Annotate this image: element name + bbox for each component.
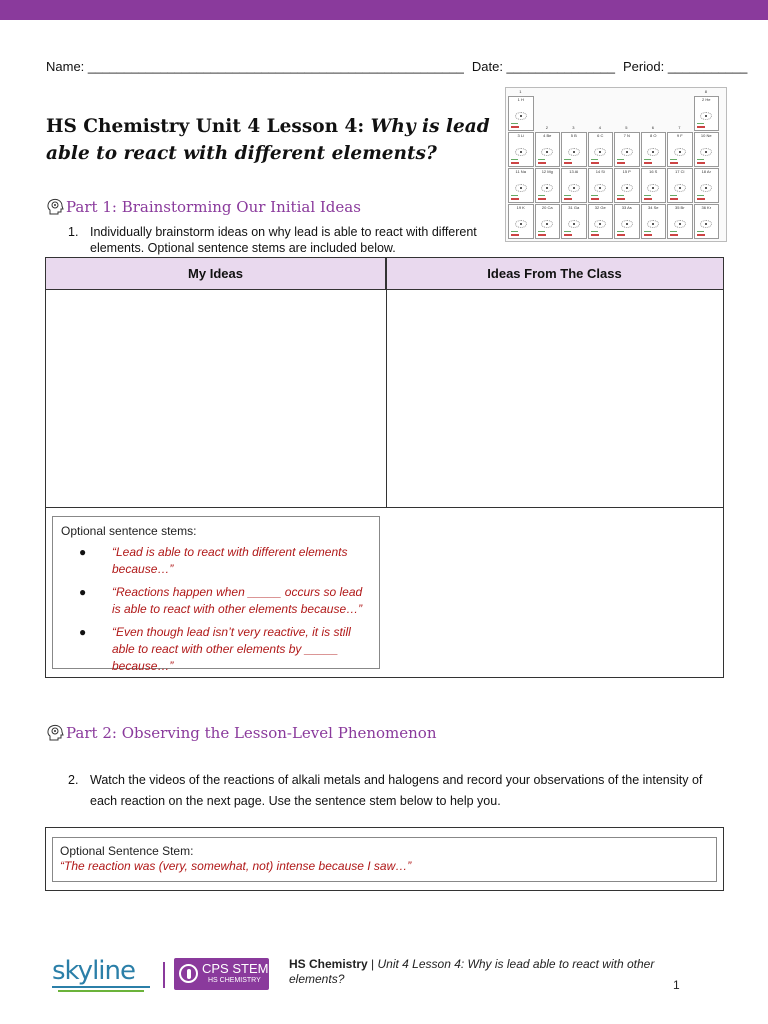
skyline-wordmark: skyline (52, 956, 135, 986)
mass-mark (697, 195, 704, 196)
mass-mark (564, 231, 571, 232)
element-cell (614, 204, 640, 239)
mass-mark (697, 159, 704, 160)
charge-mark (617, 162, 625, 164)
group-label: 8 (704, 89, 707, 94)
element-symbol: 35 Br (674, 205, 685, 210)
charge-mark (564, 198, 572, 200)
charge-mark (591, 162, 599, 164)
charge-mark (511, 162, 519, 164)
element-cell (588, 204, 614, 239)
period-field[interactable]: Period: ___________ (623, 59, 748, 74)
mass-mark (697, 123, 704, 124)
element-cell (508, 204, 534, 239)
mass-mark (617, 159, 624, 160)
footer-lesson-text (289, 957, 669, 987)
charge-mark (538, 198, 546, 200)
element-symbol: 9 F (676, 133, 683, 138)
charge-mark (644, 234, 652, 236)
atom-diagram (674, 184, 686, 192)
element-cell (561, 132, 587, 167)
element-cell (641, 132, 667, 167)
element-cell (561, 204, 587, 239)
element-cell (508, 168, 534, 203)
mass-mark (644, 195, 651, 196)
charge-mark (670, 234, 678, 236)
group-label: 4 (598, 125, 601, 130)
part1-instruction (68, 224, 498, 256)
mass-mark (538, 231, 545, 232)
charge-mark (511, 234, 519, 236)
bullet-icon: ● (79, 625, 87, 639)
part1-heading (44, 196, 361, 218)
element-cell (641, 204, 667, 239)
stem-text: “Lead is able to react with different elements because…” (112, 545, 348, 576)
atom-diagram (621, 148, 633, 156)
item-text: Individually brainstorm ideas on why lead is able to react with different elements. Optional sentence stems are included below. (90, 225, 477, 255)
column-divider (386, 258, 387, 508)
group-label: 5 (625, 125, 628, 130)
date-field[interactable]: Date: _______________ (471, 59, 616, 74)
stem-text: “Even though lead isn’t very reactive, it is still able to react with other elements by _____ because…” (112, 625, 351, 673)
atom-diagram (700, 184, 712, 192)
atom-diagram (515, 112, 527, 120)
footer-lesson: Unit 4 Lesson 4: Why is lead able to react with other elements? (289, 957, 655, 986)
element-cell (694, 96, 720, 131)
atom-diagram (674, 148, 686, 156)
element-cell (508, 96, 534, 131)
group-label: 3 (572, 125, 575, 130)
page-number: 1 (673, 978, 680, 992)
element-cell (588, 132, 614, 167)
mass-mark (511, 159, 518, 160)
atom-diagram (621, 184, 633, 192)
cps-stem-logo (174, 958, 269, 990)
atom-diagram (594, 148, 606, 156)
element-symbol: 19 K (516, 205, 525, 210)
element-symbol: 32 Ge (594, 205, 606, 210)
charge-mark (511, 126, 519, 128)
logo-underline (52, 986, 150, 988)
atom-diagram (700, 112, 712, 120)
part2-instruction (68, 770, 708, 812)
atom-diagram (515, 220, 527, 228)
element-symbol: 34 Se (648, 205, 659, 210)
atom-diagram (515, 184, 527, 192)
part2-heading-text: Part 2: Observing the Lesson-Level Phenomenon (66, 724, 437, 742)
row-divider (46, 507, 723, 508)
item-text: Watch the videos of the reactions of alkali metals and halogens and record your observations of the intensity of each reaction on the next page. Use the sentence stem below to help you. (90, 773, 703, 808)
mass-mark (670, 231, 677, 232)
charge-mark (670, 198, 678, 200)
item-number: 1. (68, 225, 79, 239)
list-item (61, 584, 371, 618)
title-prefix: HS Chemistry Unit 4 Lesson 4: (46, 116, 371, 137)
atom-diagram (568, 184, 580, 192)
mass-mark (617, 195, 624, 196)
skyline-logo (52, 956, 135, 986)
element-cell (561, 168, 587, 203)
stems-title: Optional sentence stems: (61, 524, 197, 538)
element-cell (535, 168, 561, 203)
element-symbol: 2 He (702, 97, 711, 102)
element-symbol: 7 N (623, 133, 630, 138)
bullet-icon: ● (79, 545, 87, 559)
group-label: 6 (651, 125, 654, 130)
footer-separator: | (367, 957, 378, 971)
footer-divider (163, 962, 165, 988)
charge-mark (511, 198, 519, 200)
charge-mark (591, 234, 599, 236)
footer-course: HS Chemistry (289, 957, 368, 971)
mass-mark (697, 231, 704, 232)
list-item (61, 624, 371, 675)
charge-mark (697, 126, 705, 128)
element-cell (667, 132, 693, 167)
charge-mark (670, 162, 678, 164)
element-cell (535, 132, 561, 167)
sentence-stem-inner (52, 837, 717, 882)
charge-mark (538, 234, 546, 236)
element-cell (667, 168, 693, 203)
mass-mark (644, 159, 651, 160)
charge-mark (697, 234, 705, 236)
mass-mark (538, 159, 545, 160)
charge-mark (564, 234, 572, 236)
atom-diagram (594, 220, 606, 228)
atom-diagram (594, 184, 606, 192)
student-info-line (46, 59, 747, 74)
atom-diagram (541, 220, 553, 228)
element-cell (508, 132, 534, 167)
mass-mark (670, 159, 677, 160)
charge-mark (591, 198, 599, 200)
element-cell (614, 168, 640, 203)
cps-stem-label: CPS STEM (202, 961, 269, 976)
stem-text: “The reaction was (very, somewhat, not) intense because I saw…” (60, 859, 412, 873)
atom-diagram (568, 148, 580, 156)
element-cell (694, 168, 720, 203)
charge-mark (644, 162, 652, 164)
element-symbol: 8 O (650, 133, 657, 138)
bullet-icon: ● (79, 585, 87, 599)
atom-diagram (700, 220, 712, 228)
mass-mark (591, 195, 598, 196)
group-label: 1 (519, 89, 522, 94)
mass-mark (644, 231, 651, 232)
charge-mark (644, 198, 652, 200)
atom-diagram (674, 220, 686, 228)
element-cell (614, 132, 640, 167)
page-footer (0, 950, 768, 1000)
part1-heading-text: Part 1: Brainstorming Our Initial Ideas (66, 198, 361, 216)
sentence-stems-box (52, 516, 380, 673)
element-symbol: 20 Ca (541, 205, 553, 210)
element-symbol: 3 Li (517, 133, 524, 138)
my-ideas-header: My Ideas (46, 258, 386, 290)
atom-diagram (647, 148, 659, 156)
charge-mark (697, 198, 705, 200)
element-symbol: 10 Ne (700, 133, 712, 138)
logo-underline-green (58, 990, 144, 992)
atom-diagram (568, 220, 580, 228)
element-cell (641, 168, 667, 203)
element-symbol: 12 Mg (541, 169, 553, 174)
element-symbol: 5 B (570, 133, 577, 138)
atom-diagram (700, 148, 712, 156)
mass-mark (591, 231, 598, 232)
class-ideas-header: Ideas From The Class (386, 258, 723, 290)
page-title (46, 113, 506, 167)
element-symbol: 14 Si (595, 169, 605, 174)
group-label: 2 (545, 125, 548, 130)
periodic-table-image (505, 87, 727, 242)
element-symbol: 16 S (649, 169, 658, 174)
mass-mark (564, 159, 571, 160)
stem-title: Optional Sentence Stem: (60, 844, 194, 858)
mass-mark (564, 195, 571, 196)
name-field[interactable]: Name: ____________________________________________________ (46, 59, 464, 74)
sentence-stem-box (45, 827, 724, 891)
charge-mark (617, 234, 625, 236)
stems-list (61, 544, 371, 675)
element-symbol: 4 Be (543, 133, 552, 138)
mass-mark (617, 231, 624, 232)
title-question: Why is lead able to react with different elements? (46, 116, 490, 164)
element-symbol: 31 Ga (568, 205, 580, 210)
element-symbol: 13 Al (569, 169, 579, 174)
element-cell (694, 132, 720, 167)
mass-mark (511, 231, 518, 232)
charge-mark (538, 162, 546, 164)
element-symbol: 15 P (622, 169, 631, 174)
mass-mark (511, 123, 518, 124)
atom-diagram (647, 184, 659, 192)
atom-diagram (541, 184, 553, 192)
head-gears-icon (44, 722, 66, 744)
mass-mark (670, 195, 677, 196)
charge-mark (564, 162, 572, 164)
hs-chemistry-label: HS CHEMISTRY (208, 977, 261, 984)
element-cell (535, 204, 561, 239)
element-symbol: 18 Ar (701, 169, 711, 174)
element-symbol: 33 As (621, 205, 632, 210)
mass-mark (511, 195, 518, 196)
stem-text: “Reactions happen when _____ occurs so lead is able to react with other elements because…” (112, 585, 363, 616)
atom-diagram (515, 148, 527, 156)
list-item (61, 544, 371, 578)
element-symbol: 11 Na (515, 169, 526, 174)
top-accent-bar (0, 0, 768, 20)
tree-icon (179, 964, 198, 983)
element-cell (667, 204, 693, 239)
element-symbol: 17 Cl (675, 169, 685, 174)
atom-diagram (647, 220, 659, 228)
group-label: 7 (678, 125, 681, 130)
charge-mark (697, 162, 705, 164)
element-cell (694, 204, 720, 239)
atom-diagram (621, 220, 633, 228)
element-cell (588, 168, 614, 203)
mass-mark (591, 159, 598, 160)
element-symbol: 6 C (597, 133, 604, 138)
item-number: 2. (68, 773, 79, 787)
mass-mark (538, 195, 545, 196)
head-gears-icon (44, 196, 66, 218)
part2-heading (44, 722, 437, 744)
atom-diagram (541, 148, 553, 156)
element-symbol: 36 Kr (701, 205, 712, 210)
element-symbol: 1 H (517, 97, 524, 102)
charge-mark (617, 198, 625, 200)
